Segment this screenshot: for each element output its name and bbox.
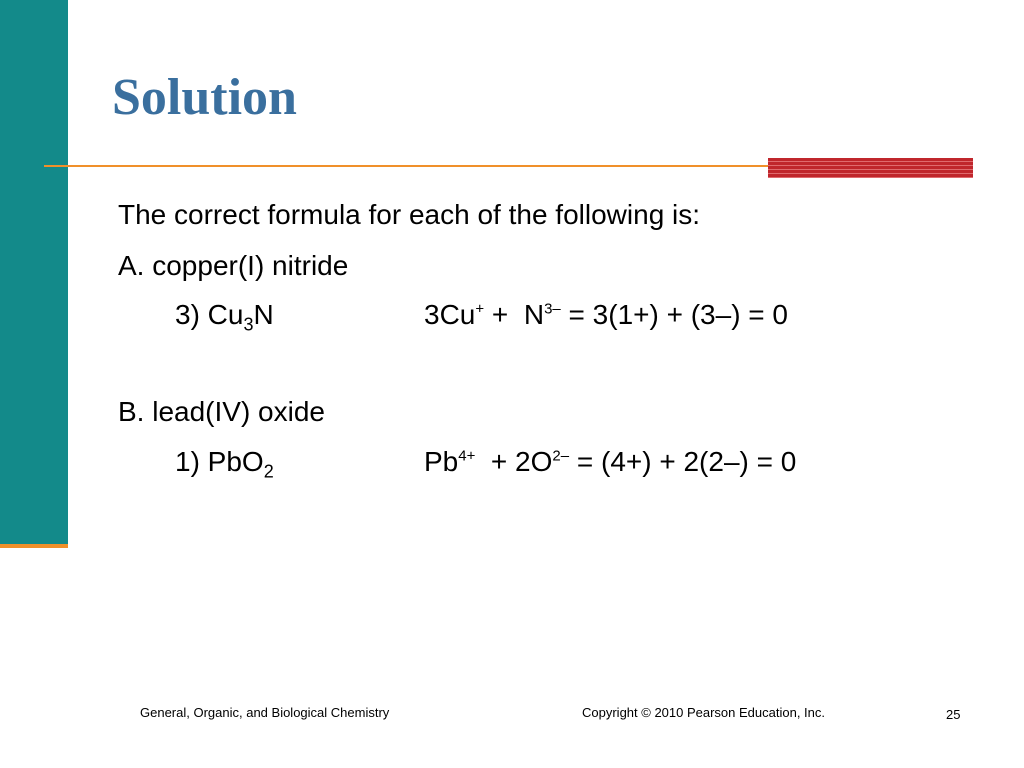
part-a-label: A. copper(I) nitride [118, 250, 349, 281]
part-b-answer-subscript: 2 [263, 461, 274, 482]
part-b-label: B. lead(IV) oxide [118, 396, 325, 427]
footer-course: General, Organic, and Biological Chemistry [140, 705, 390, 720]
title-accent-bar [768, 158, 973, 178]
slide-title: Solution [112, 69, 297, 126]
part-a-anion: N [523, 299, 545, 330]
part-a-answer-subscript: 3 [243, 314, 254, 335]
part-b-cation: Pb [424, 446, 459, 477]
part-a-answer-suffix: N [253, 299, 274, 330]
part-b-answer-prefix: 1) PbO [175, 446, 264, 477]
part-b-cation-charge: 4+ [458, 447, 476, 465]
part-b-result: = (4+) + 2(2–) = 0 [569, 446, 797, 477]
part-a-anion-charge: 3– [544, 300, 561, 318]
part-a-cation-charge: + [475, 300, 485, 318]
title-divider [44, 165, 770, 167]
part-b-answer [175, 445, 274, 482]
part-b-calculation [424, 445, 796, 479]
part-b-anion-charge: 2– [552, 447, 570, 465]
side-bar [0, 0, 68, 545]
part-a-result: = 3(1+) + (3–) = 0 [560, 299, 789, 330]
intro-text: The correct formula for each of the following is: [118, 199, 701, 230]
footer-copyright: Copyright © 2010 Pearson Education, Inc. [582, 705, 826, 720]
page-number: 25 [946, 707, 961, 722]
part-a-answer-prefix: 3) Cu [175, 299, 244, 330]
part-a-plus: + [484, 299, 524, 330]
part-b-anion: + 2O [475, 446, 553, 477]
part-a-answer [175, 298, 274, 335]
part-a-cation: 3Cu [424, 299, 476, 330]
side-bar-underline [0, 544, 68, 548]
part-a-calculation [424, 298, 788, 332]
